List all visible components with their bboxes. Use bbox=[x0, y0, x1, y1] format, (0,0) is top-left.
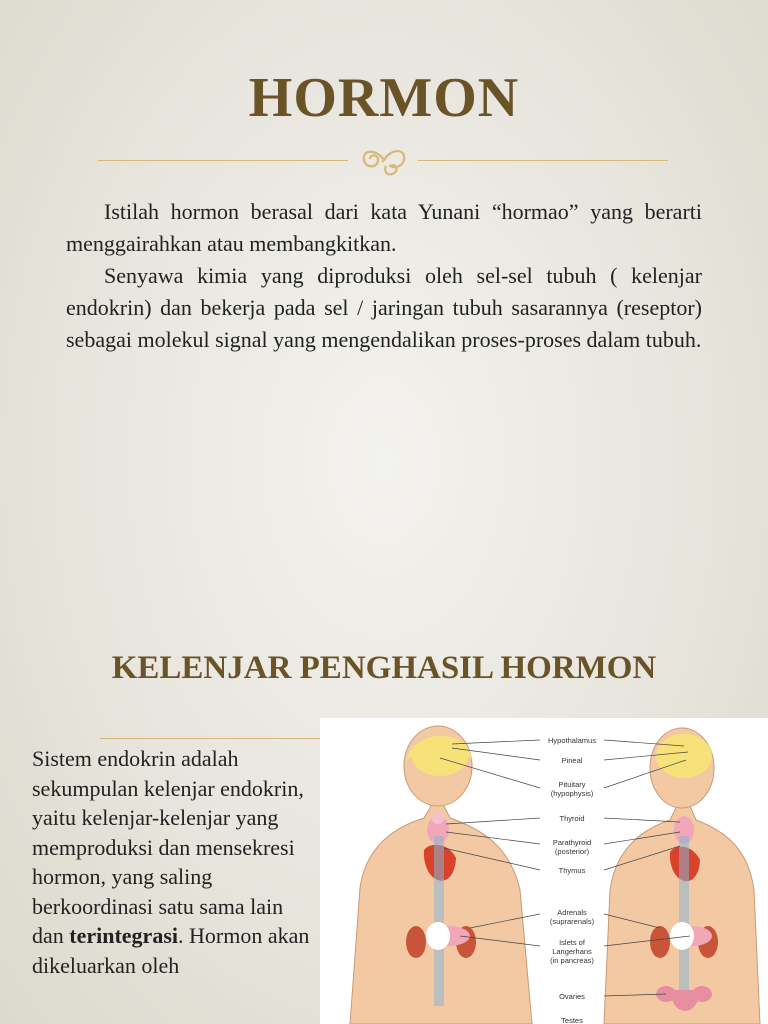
slide-title: KELENJAR PENGHASIL HORMON bbox=[111, 650, 657, 686]
paragraph-definition: Senyawa kimia yang diproduksi oleh sel-sel tubuh ( kelenjar endokrin) dan bekerja pada sel / jaringan tubuh sasarannya (reseptor) sebagai molekul signal yang mengendalikan proses-proses dalam tubuh. bbox=[66, 263, 702, 352]
female-body bbox=[604, 728, 760, 1024]
label-parathyroid: Parathyroid (posterior) bbox=[552, 838, 592, 856]
label-hypothalamus: Hypothalamus bbox=[548, 736, 596, 745]
label-thymus: Thymus bbox=[558, 866, 586, 875]
label-ovaries: Ovaries bbox=[559, 992, 585, 1001]
body-text-part2: . Hormon akan dikeluarkan oleh bbox=[32, 923, 310, 978]
male-body bbox=[350, 726, 532, 1024]
label-islets: Islets of Langerhans (in pancreas) bbox=[550, 938, 594, 965]
body-text-bold: terintegrasi bbox=[69, 923, 178, 948]
label-testes: Testes bbox=[561, 1016, 583, 1024]
title-divider bbox=[98, 140, 668, 180]
endocrine-figure bbox=[320, 718, 768, 1024]
body-text bbox=[32, 744, 317, 980]
paragraph-origin: Istilah hormon berasal dari kata Yunani “hormao” yang berarti menggairahkan atau membangkitkan. bbox=[66, 199, 702, 256]
slide-title: HORMON bbox=[248, 67, 520, 129]
label-adrenals: Adrenals (suprarenals) bbox=[549, 908, 595, 926]
slide-kelenjar bbox=[0, 628, 768, 1024]
ornament-flourish-icon bbox=[356, 142, 412, 178]
label-pineal: Pineal bbox=[561, 756, 583, 765]
label-thyroid: Thyroid bbox=[559, 814, 585, 823]
divider-line-left bbox=[98, 160, 348, 161]
divider-line-right bbox=[418, 160, 668, 161]
divider-line bbox=[100, 738, 320, 739]
body-text-part1: Sistem endokrin adalah sekumpulan kelenjar endokrin, yaitu kelenjar-kelenjar yang memproduksi dan mensekresi hormon, yang saling berkoordinasi satu sama lain dan bbox=[32, 746, 304, 948]
label-pituitary: Pituitary (hypophysis) bbox=[550, 780, 594, 798]
